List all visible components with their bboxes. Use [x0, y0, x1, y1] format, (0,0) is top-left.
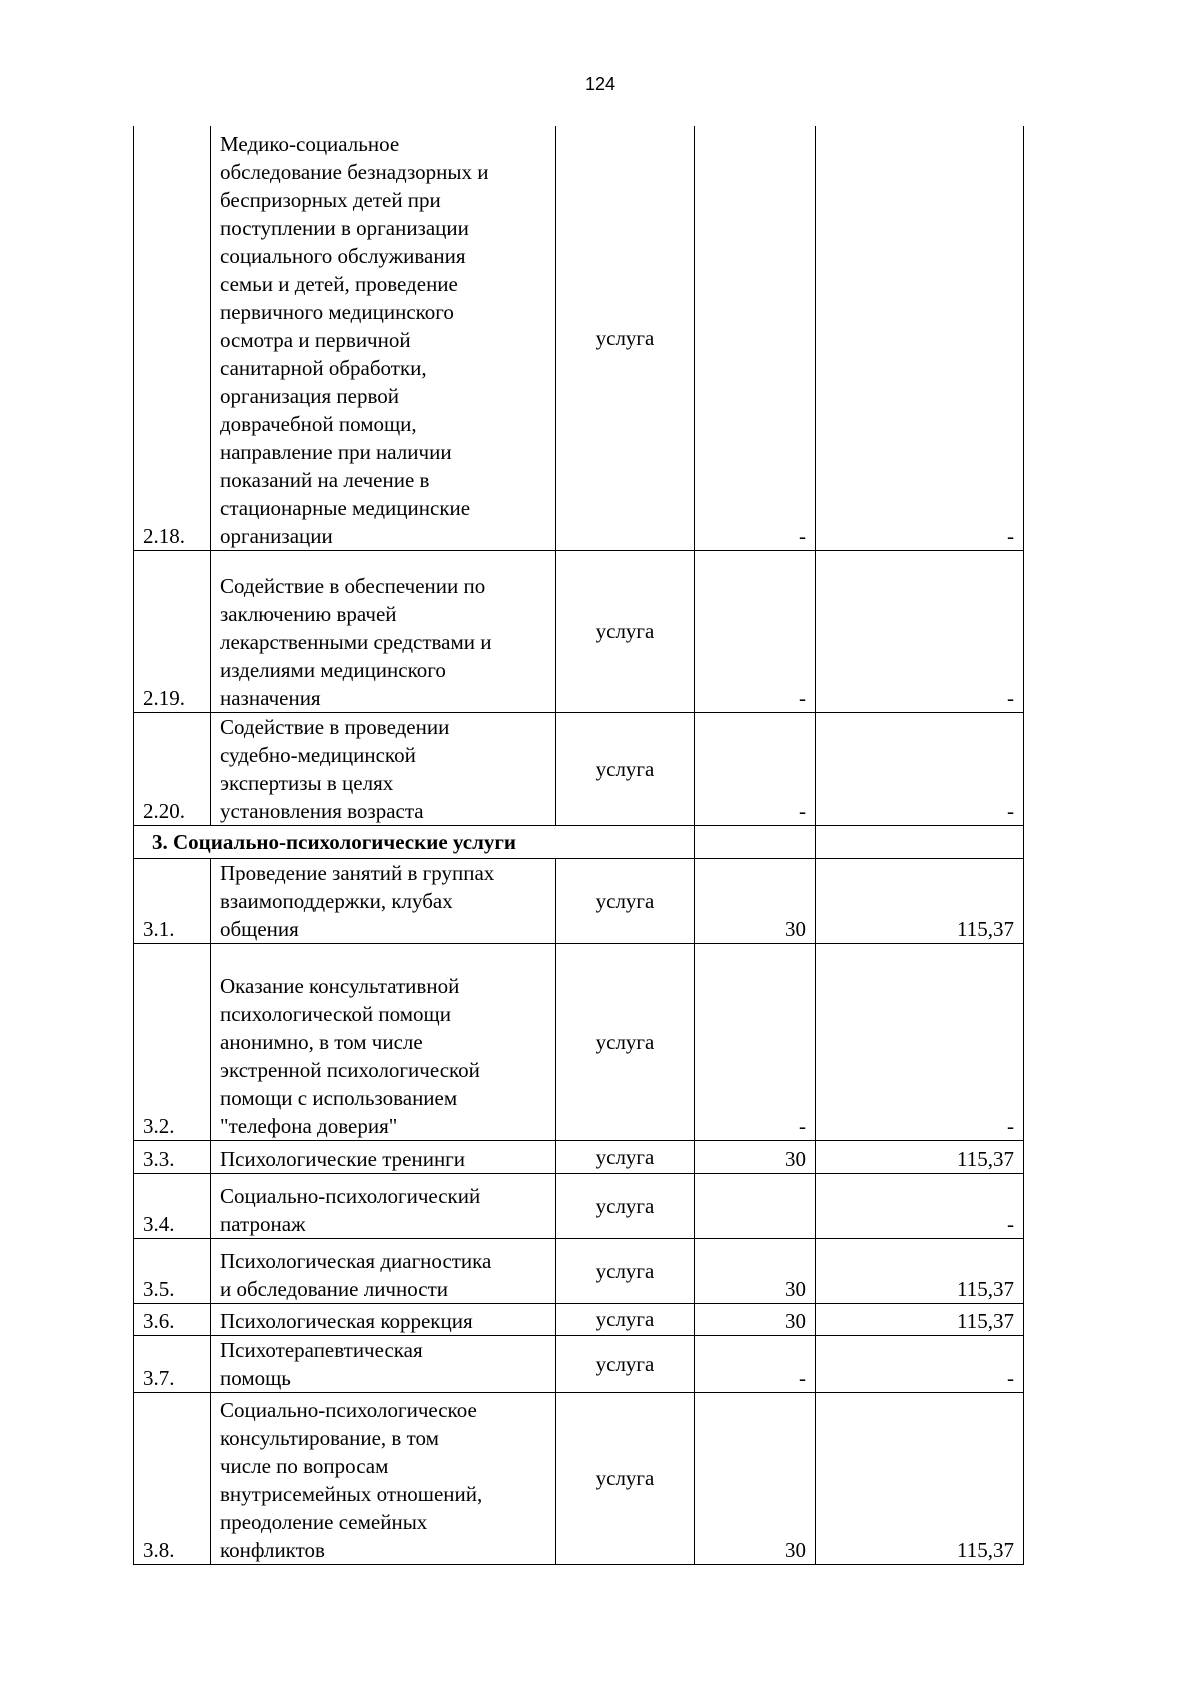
services-table: [133, 126, 1024, 1565]
unit: услуга: [556, 712, 695, 825]
unit: услуга: [556, 1140, 695, 1173]
row-number: 3.1.: [134, 858, 211, 943]
service-name-cell: [211, 712, 556, 825]
quantity: -: [695, 943, 816, 1140]
table-row: [134, 126, 1024, 550]
service-name-cell: [211, 943, 556, 1140]
section-title: 3. Социально-психологические услуги: [134, 825, 695, 858]
price: 115,37: [816, 1238, 1024, 1303]
table-row: [134, 858, 1024, 943]
table-row: [134, 1392, 1024, 1564]
row-number: 2.18.: [134, 126, 211, 550]
table-row: [134, 712, 1024, 825]
empty-cell: [695, 825, 816, 858]
table-row: [134, 1238, 1024, 1303]
table-row: [134, 943, 1024, 1140]
service-name: Психотерапевтическая помощь: [220, 1337, 423, 1390]
price: -: [816, 1335, 1024, 1392]
row-number: 2.20.: [134, 712, 211, 825]
service-name-cell: [211, 1238, 556, 1303]
service-name-cell: [211, 1392, 556, 1564]
service-name: Оказание консультативной психологической помощи анонимно, в том числе экстренной психологической помощи с использованием "телефона доверия": [220, 973, 480, 1138]
service-name: Социально-психологическое консультирование, в том числе по вопросам внутрисемейных отношений, преодоление семейных конфликтов: [220, 1397, 483, 1562]
row-number: 3.2.: [134, 943, 211, 1140]
service-name: Психологическая диагностика и обследование личности: [220, 1248, 492, 1301]
quantity: -: [695, 712, 816, 825]
service-name: Содействие в обеспечении по заключению врачей лекарственными средствами и изделиями медицинского назначения: [220, 573, 492, 710]
row-number: 3.8.: [134, 1392, 211, 1564]
row-number: 3.4.: [134, 1173, 211, 1238]
unit: услуга: [556, 1238, 695, 1303]
price: 115,37: [816, 858, 1024, 943]
row-number: 2.19.: [134, 550, 211, 712]
row-number: 3.7.: [134, 1335, 211, 1392]
section-header-row: [134, 825, 1024, 858]
page-number: 124: [584, 74, 616, 94]
price: 115,37: [816, 1392, 1024, 1564]
service-name-cell: [211, 1140, 556, 1173]
service-name-cell: [211, 550, 556, 712]
quantity: 30: [695, 858, 816, 943]
service-name: Содействие в проведении судебно-медицинской экспертизы в целях установления возраста: [220, 714, 450, 823]
service-name: Проведение занятий в группах взаимоподдержки, клубах общения: [220, 860, 495, 941]
table-row: [134, 1335, 1024, 1392]
service-name-cell: [211, 858, 556, 943]
service-name: Медико-социальное обследование безнадзорных и беспризорных детей при поступлении в организации социального обслуживания семьи и детей, проведение первичного медицинского осмотра и первичной санитарной обработки, организация первой доврачебной помощи, направление при наличии показаний на лечение в стационарные медицинские организации: [220, 131, 489, 548]
empty-cell: [816, 825, 1024, 858]
quantity: 30: [695, 1392, 816, 1564]
service-name-cell: [211, 1303, 556, 1335]
unit: услуга: [556, 1303, 695, 1335]
table-row: [134, 1140, 1024, 1173]
price: 115,37: [816, 1303, 1024, 1335]
quantity: -: [695, 126, 816, 550]
service-name-cell: [211, 1173, 556, 1238]
unit: услуга: [556, 1335, 695, 1392]
service-name: Социально-психологический патронаж: [220, 1183, 481, 1236]
price: -: [816, 1173, 1024, 1238]
quantity: [695, 1173, 816, 1238]
service-name: Психологическая коррекция: [220, 1308, 473, 1333]
unit: услуга: [556, 550, 695, 712]
quantity: 30: [695, 1303, 816, 1335]
unit: услуга: [556, 943, 695, 1140]
price: -: [816, 712, 1024, 825]
unit: услуга: [556, 1392, 695, 1564]
table-row: [134, 550, 1024, 712]
unit: услуга: [556, 858, 695, 943]
row-number: 3.5.: [134, 1238, 211, 1303]
price: -: [816, 126, 1024, 550]
unit: услуга: [556, 1173, 695, 1238]
row-number: 3.6.: [134, 1303, 211, 1335]
unit: услуга: [556, 126, 695, 550]
row-number: 3.3.: [134, 1140, 211, 1173]
price: -: [816, 550, 1024, 712]
quantity: -: [695, 550, 816, 712]
table-row: [134, 1173, 1024, 1238]
service-name-cell: [211, 1335, 556, 1392]
price: 115,37: [816, 1140, 1024, 1173]
quantity: 30: [695, 1140, 816, 1173]
service-name: Психологические тренинги: [220, 1146, 466, 1171]
table-row: [134, 1303, 1024, 1335]
price: -: [816, 943, 1024, 1140]
quantity: -: [695, 1335, 816, 1392]
quantity: 30: [695, 1238, 816, 1303]
service-name-cell: [211, 126, 556, 550]
